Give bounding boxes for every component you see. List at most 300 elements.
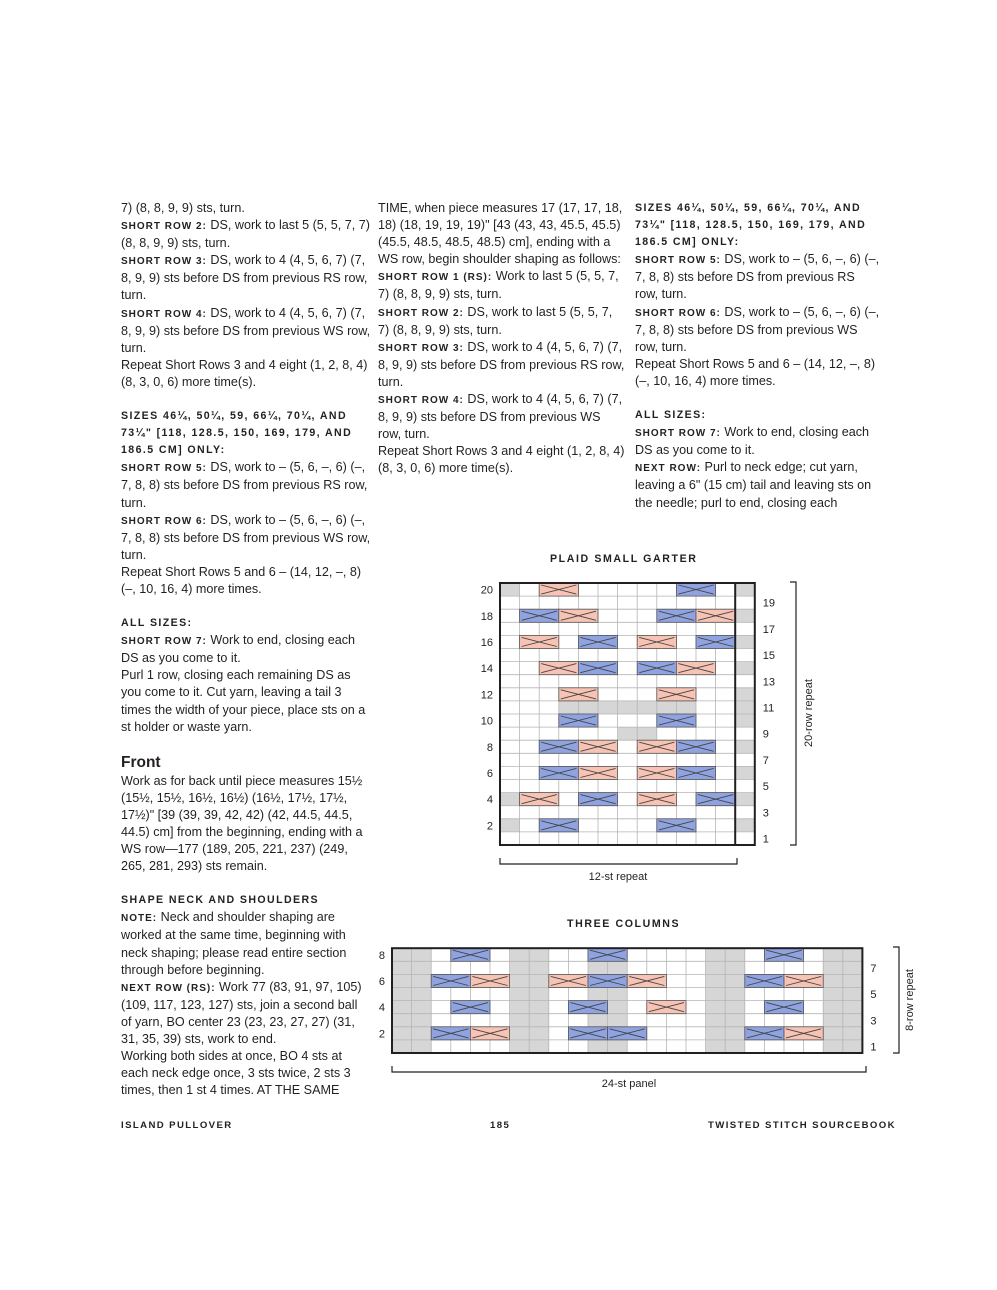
blue-cable-cross (676, 740, 715, 753)
cable-stroke (453, 1003, 488, 1012)
cable-fill (657, 819, 696, 832)
blue-cable-cross (588, 974, 627, 987)
blue-cable-cross (539, 819, 578, 832)
cable-fill (431, 1027, 470, 1040)
gray-cell (637, 727, 657, 740)
gray-cell (843, 1001, 863, 1014)
row-repeat-label: 8-row repeat (904, 969, 916, 1031)
cable-stroke (541, 768, 576, 777)
page-number: 185 (490, 1120, 511, 1131)
cable-stroke (659, 690, 694, 699)
cable-stroke (649, 1003, 684, 1012)
gray-cell (823, 974, 843, 987)
gray-cell (500, 819, 520, 832)
row-number-left: 20 (480, 584, 493, 597)
gray-cell (588, 1001, 608, 1014)
cable-stroke (678, 664, 713, 673)
row-number-left: 4 (486, 794, 493, 807)
cable-stroke (580, 768, 615, 777)
cable-stroke (639, 637, 674, 646)
gray-cell (392, 974, 412, 987)
blue-cable-cross (608, 1027, 647, 1040)
cable-fill (549, 974, 588, 987)
short-row-label: SHORT ROW 2: (121, 221, 207, 233)
cable-stroke (639, 742, 674, 751)
row-number-right: 3 (870, 1015, 877, 1028)
gray-cell (412, 961, 432, 974)
cable-stroke (433, 976, 468, 985)
short-row-label: SHORT ROW 7: (635, 428, 721, 440)
short-row-text: DS, work to – (5, 6, –, 6) (–, 7, 8, 8) sts before DS from previous WS row, turn. (635, 304, 880, 354)
blue-cable-cross (657, 609, 696, 622)
cable-fill (657, 688, 696, 701)
orange-cable-cross (637, 635, 676, 648)
gray-cell (510, 974, 530, 987)
gray-cell (500, 583, 520, 596)
short-row-text: DS, work to – (5, 6, –, 6) (–, 7, 8, 8) sts before DS from previous RS row, turn. (121, 460, 368, 510)
orange-cable-cross (520, 635, 559, 648)
cable-stroke (541, 742, 576, 751)
cable-stroke (541, 585, 576, 594)
orange-cable-cross (637, 740, 676, 753)
cable-stroke (678, 585, 713, 594)
blue-cable-cross (539, 766, 578, 779)
gray-cell (843, 974, 863, 987)
paragraph (378, 391, 626, 443)
note-label: NOTE: (121, 913, 158, 925)
short-row-text: DS, work to last 5 (5, 5, 7, 7) (8, 8, 9, 9) sts, turn. (121, 218, 370, 251)
blue-cable-cross (745, 974, 784, 987)
paragraph (635, 304, 880, 356)
next-row-label: NEXT ROW: (635, 463, 702, 475)
cable-stroke (580, 664, 615, 673)
cable-stroke (610, 1029, 645, 1038)
short-row-label: SHORT ROW 3: (121, 256, 207, 268)
short-row-label: SHORT ROW 4: (378, 395, 464, 407)
orange-cable-cross (549, 974, 588, 987)
cable-fill (539, 662, 578, 675)
orange-cable-cross (647, 1001, 686, 1014)
shape-neck-heading: SHAPE NECK AND SHOULDERS (121, 894, 320, 907)
cable-stroke (561, 611, 596, 620)
cable-stroke (472, 1029, 507, 1038)
cable-stroke (678, 664, 713, 673)
short-row-label: SHORT ROW 5: (121, 463, 207, 475)
bracket-line (893, 947, 899, 1053)
cable-stroke (590, 950, 625, 959)
cable-fill (470, 974, 509, 987)
cable-fill (520, 793, 559, 806)
cable-fill (539, 819, 578, 832)
chart-border (500, 583, 755, 845)
cable-fill (559, 688, 598, 701)
cable-stroke (522, 795, 557, 804)
gray-cell (608, 1040, 628, 1053)
paragraph: Work as for back until piece measures 15½ (15½, 15½, 16½, 16½) (16½, 17½, 17½, 17½)" [39 (39, 39, 42, 42) (42, 44.5, 44.5, 44.5) cm] from the beginning, ending with a WS row—177 (189, 205, 221, 237) (249, 265, 281, 293) sts remain. (121, 773, 363, 874)
paragraph: 7) (8, 8, 9, 9) sts, turn. (121, 201, 245, 215)
gray-cell (412, 1027, 432, 1040)
gray-cell (706, 961, 726, 974)
short-row-text: DS, work to 4 (4, 5, 6, 7) (7, 8, 9, 9) sts before DS from previous WS row, turn. (121, 305, 371, 355)
gray-cell (529, 1027, 549, 1040)
gray-cell (608, 1014, 628, 1027)
row-number-right: 17 (762, 623, 776, 636)
gray-cell (823, 1040, 843, 1053)
cable-fill (745, 1027, 784, 1040)
row-number-left: 2 (486, 820, 493, 833)
cable-stroke (766, 1003, 801, 1012)
cable-fill (588, 974, 627, 987)
gray-cell (529, 948, 549, 961)
short-row-text: DS, work to last 5 (5, 5, 7, 7) (8, 8, 9, 9) sts, turn. (378, 304, 613, 337)
gray-cell (510, 961, 530, 974)
blue-cable-cross (431, 1027, 470, 1040)
cable-fill (520, 609, 559, 622)
gray-cell (706, 1014, 726, 1027)
chart-grid (392, 948, 862, 1053)
cable-stroke (786, 1029, 821, 1038)
orange-cable-cross (470, 974, 509, 987)
gray-cell (706, 974, 726, 987)
row-number-right: 1 (762, 833, 769, 846)
cable-stroke (639, 768, 674, 777)
cable-stroke (570, 1029, 605, 1038)
cable-fill (588, 948, 627, 961)
chart-grid (500, 583, 755, 845)
cable-fill (627, 974, 666, 987)
paragraph (635, 459, 880, 511)
paragraph: Repeat Short Rows 5 and 6 – (14, 12, –, 8) (–, 10, 16, 4) more times. (121, 564, 362, 596)
cable-stroke (786, 976, 821, 985)
row-number-right: 13 (762, 676, 776, 689)
gray-cell (510, 1027, 530, 1040)
paragraph (121, 909, 371, 978)
bracket-line (392, 1066, 866, 1072)
gray-cell (598, 701, 618, 714)
short-row-text: DS, work to – (5, 6, –, 6) (–, 7, 8, 8) sts before DS from previous RS row, turn. (635, 252, 880, 302)
bracket-line (790, 582, 796, 845)
cable-stroke (678, 585, 713, 594)
all-sizes-heading: ALL SIZES: (121, 617, 193, 630)
paragraph: TIME, when piece measures 17 (17, 17, 18, 18) (18, 19, 19, 19)" [43 (43, 43, 45.5, 45.5) (45.5, 48.5, 48.5, 48.5) cm], ending with a WS row, begin shoulder shaping as follows: (378, 201, 623, 267)
blue-cable-cross (657, 819, 696, 832)
cable-stroke (580, 637, 615, 646)
cable-stroke (551, 976, 586, 985)
blue-cable-cross (578, 635, 617, 648)
cable-stroke (580, 768, 615, 777)
blue-cable-cross (696, 793, 735, 806)
gray-cell (725, 948, 745, 961)
cable-fill (657, 714, 696, 727)
cable-stroke (639, 664, 674, 673)
gray-cell (578, 701, 598, 714)
cable-fill (696, 609, 735, 622)
cable-stroke (580, 795, 615, 804)
short-row-text: DS, work to 4 (4, 5, 6, 7) (7, 8, 9, 9) sts before DS from previous RS row, turn. (378, 339, 625, 389)
cable-stroke (659, 821, 694, 830)
gray-cell (608, 961, 628, 974)
chart-cables (520, 583, 736, 832)
panel-bracket (392, 1066, 866, 1090)
gray-cell (735, 701, 755, 714)
cable-fill (784, 1027, 823, 1040)
cable-fill (559, 609, 598, 622)
paragraph (121, 979, 371, 1048)
paragraph (121, 305, 371, 357)
cable-stroke (541, 821, 576, 830)
orange-cable-cross (784, 974, 823, 987)
cable-fill (470, 1027, 509, 1040)
gray-cell (706, 948, 726, 961)
next-row-label: NEXT ROW (RS): (121, 982, 216, 994)
gray-cell (657, 701, 677, 714)
row-number-left: 6 (486, 767, 493, 780)
cable-fill (676, 740, 715, 753)
gray-cell (706, 988, 726, 1001)
gray-cell (843, 948, 863, 961)
bracket-line (500, 858, 737, 864)
cable-fill (745, 974, 784, 987)
row-number-right: 7 (762, 754, 769, 767)
next-row-text: Work 77 (83, 91, 97, 105) (109, 117, 123, 127) sts, join a second ball of yarn, BO center 23 (23, 23, 27, 27) (31, 31, 35, 39) sts, work to end. (121, 979, 362, 1047)
cable-stroke (766, 950, 801, 959)
gray-cell (608, 988, 628, 1001)
short-row-label: SHORT ROW 6: (635, 307, 721, 319)
orange-cable-cross (539, 583, 578, 596)
cable-stroke (433, 1029, 468, 1038)
cable-stroke (570, 1003, 605, 1012)
sizes-heading: SIZES 46¼, 50¼, 59, 66¼, 70¼, AND 73¼" [118, 128.5, 150, 169, 179, AND 186.5 CM] ONLY: (635, 202, 867, 249)
cable-stroke (639, 664, 674, 673)
blue-cable-cross (431, 974, 470, 987)
cable-stroke (698, 611, 733, 620)
blue-cable-cross (637, 662, 676, 675)
cable-stroke (522, 611, 557, 620)
cable-fill (578, 793, 617, 806)
row-number-left: 6 (378, 975, 385, 988)
st-repeat-bracket (500, 858, 737, 883)
gray-cell (735, 635, 755, 648)
cable-fill (568, 1027, 607, 1040)
gray-cell (392, 1040, 412, 1053)
orange-cable-cross (578, 766, 617, 779)
row-number-right: 5 (762, 781, 769, 794)
cable-stroke (698, 795, 733, 804)
gray-cell (725, 1040, 745, 1053)
cable-stroke (629, 976, 664, 985)
gray-cell (510, 988, 530, 1001)
paragraph (121, 512, 371, 564)
cable-fill (657, 609, 696, 622)
gray-cell (843, 1027, 863, 1040)
gray-cell (735, 819, 755, 832)
gray-cell (392, 1027, 412, 1040)
short-row-label: SHORT ROW 3: (378, 342, 464, 354)
short-row-label: SHORT ROW 4: (121, 308, 207, 320)
cable-fill (451, 1001, 490, 1014)
cable-stroke (433, 1029, 468, 1038)
cable-stroke (678, 768, 713, 777)
gray-cell (412, 1001, 432, 1014)
chart-cells (500, 583, 755, 832)
gray-cell (588, 988, 608, 1001)
cable-stroke (561, 690, 596, 699)
gray-cell (725, 1014, 745, 1027)
orange-cable-cross (637, 766, 676, 779)
row-number-left: 2 (378, 1028, 385, 1041)
orange-cable-cross (539, 662, 578, 675)
row-number-right: 9 (762, 728, 769, 741)
gray-cell (735, 583, 755, 596)
gray-cell (588, 1014, 608, 1027)
cable-stroke (522, 795, 557, 804)
cable-fill (676, 766, 715, 779)
chart-cells (392, 948, 862, 1053)
cable-stroke (561, 716, 596, 725)
short-row-label: SHORT ROW 7: (121, 636, 207, 648)
gray-cell (529, 961, 549, 974)
cable-stroke (580, 742, 615, 751)
blue-cable-cross (764, 1001, 803, 1014)
paragraph (121, 252, 371, 304)
orange-cable-cross (520, 793, 559, 806)
short-row-text: DS, work to 4 (4, 5, 6, 7) (7, 8, 9, 9) sts before DS from previous WS row, turn. (378, 392, 623, 442)
cable-stroke (766, 1003, 801, 1012)
cable-fill (608, 1027, 647, 1040)
cable-fill (539, 740, 578, 753)
cable-stroke (561, 690, 596, 699)
gray-cell (392, 948, 412, 961)
gray-cell (559, 701, 579, 714)
orange-cable-cross (627, 974, 666, 987)
cable-stroke (766, 950, 801, 959)
cable-stroke (747, 1029, 782, 1038)
gray-cell (392, 988, 412, 1001)
gray-cell (725, 961, 745, 974)
text-column-1 (121, 200, 371, 1099)
gray-cell (735, 714, 755, 727)
cable-stroke (698, 611, 733, 620)
cable-stroke (786, 976, 821, 985)
cable-stroke (590, 976, 625, 985)
cable-stroke (580, 637, 615, 646)
cable-stroke (659, 611, 694, 620)
gray-cell (412, 948, 432, 961)
gray-cell (529, 1014, 549, 1027)
cable-stroke (678, 742, 713, 751)
gray-cell (823, 1027, 843, 1040)
sizes-heading: SIZES 46¼, 50¼, 59, 66¼, 70¼, AND 73¼" [118, 128.5, 150, 169, 179, AND 186.5 CM] ONLY: (121, 410, 353, 457)
cable-fill (539, 583, 578, 596)
st-repeat-label: 12-st repeat (588, 871, 648, 883)
gray-cell (735, 766, 755, 779)
text-column-3 (635, 200, 880, 512)
chart-title-plaid-small-garter: PLAID SMALL GARTER (550, 553, 698, 565)
row-number-left: 10 (480, 715, 493, 728)
gray-cell (412, 1014, 432, 1027)
blue-cable-cross (676, 766, 715, 779)
gray-cell (588, 961, 608, 974)
cable-stroke (541, 664, 576, 673)
gray-cell (706, 1040, 726, 1053)
orange-cable-cross (657, 688, 696, 701)
gray-cell (529, 988, 549, 1001)
cable-stroke (629, 976, 664, 985)
short-row-text: Work to last 5 (5, 5, 7, 7) (8, 8, 9, 9) sts, turn. (378, 269, 619, 302)
cable-stroke (786, 1029, 821, 1038)
cable-stroke (541, 768, 576, 777)
paragraph (378, 268, 626, 303)
cable-stroke (453, 950, 488, 959)
cable-fill (637, 635, 676, 648)
paragraph (121, 217, 371, 252)
cable-fill (647, 1001, 686, 1014)
cable-stroke (580, 742, 615, 751)
gray-cell (392, 961, 412, 974)
gray-cell (735, 662, 755, 675)
gray-cell (392, 1014, 412, 1027)
gray-cell (608, 948, 628, 961)
gray-cell (843, 988, 863, 1001)
gray-cell (843, 961, 863, 974)
blue-cable-cross (568, 1001, 607, 1014)
row-number-left: 8 (378, 949, 385, 962)
cable-stroke (472, 976, 507, 985)
cable-fill (520, 635, 559, 648)
gray-cell (618, 701, 638, 714)
row-number-left: 14 (480, 663, 493, 676)
cable-stroke (522, 611, 557, 620)
gray-cell (706, 1027, 726, 1040)
gray-cell (823, 948, 843, 961)
blue-cable-cross (588, 948, 627, 961)
paragraph: Working both sides at once, BO 4 sts at each neck edge once, 3 sts twice, 2 sts 3 times, then 1 st 4 times. AT THE SAME (121, 1049, 351, 1098)
paragraph: Purl 1 row, closing each remaining DS as you come to it. Cut yarn, leaving a tail 3 times the width of your piece, place sts on a st holder or waste yarn. (121, 668, 366, 734)
cable-fill (431, 974, 470, 987)
chart-frame (500, 583, 755, 845)
cable-fill (451, 948, 490, 961)
gray-cell (823, 988, 843, 1001)
row-number-right: 11 (762, 702, 775, 715)
gray-cell (510, 1040, 530, 1053)
cable-stroke (541, 585, 576, 594)
cable-stroke (698, 637, 733, 646)
cable-fill (578, 635, 617, 648)
blue-cable-cross (559, 714, 598, 727)
orange-cable-cross (559, 688, 598, 701)
cable-stroke (580, 664, 615, 673)
orange-cable-cross (696, 609, 735, 622)
section-title-front: Front (121, 753, 161, 771)
cable-fill (637, 793, 676, 806)
cable-stroke (698, 795, 733, 804)
gray-cell (823, 961, 843, 974)
note-text: Neck and shoulder shaping are worked at the same time, beginning with neck shaping; please read entire section through before beginning. (121, 910, 347, 977)
orange-cable-cross (578, 740, 617, 753)
short-row-label: SHORT ROW 5: (635, 255, 721, 267)
cable-stroke (472, 976, 507, 985)
orange-cable-cross (637, 793, 676, 806)
gray-cell (725, 974, 745, 987)
gray-cell (588, 1027, 608, 1040)
gray-cell (637, 701, 657, 714)
orange-cable-cross (470, 1027, 509, 1040)
cable-fill (637, 662, 676, 675)
cable-stroke (639, 795, 674, 804)
gray-cell (529, 974, 549, 987)
blue-cable-cross (696, 635, 735, 648)
row-number-left: 18 (480, 610, 493, 623)
